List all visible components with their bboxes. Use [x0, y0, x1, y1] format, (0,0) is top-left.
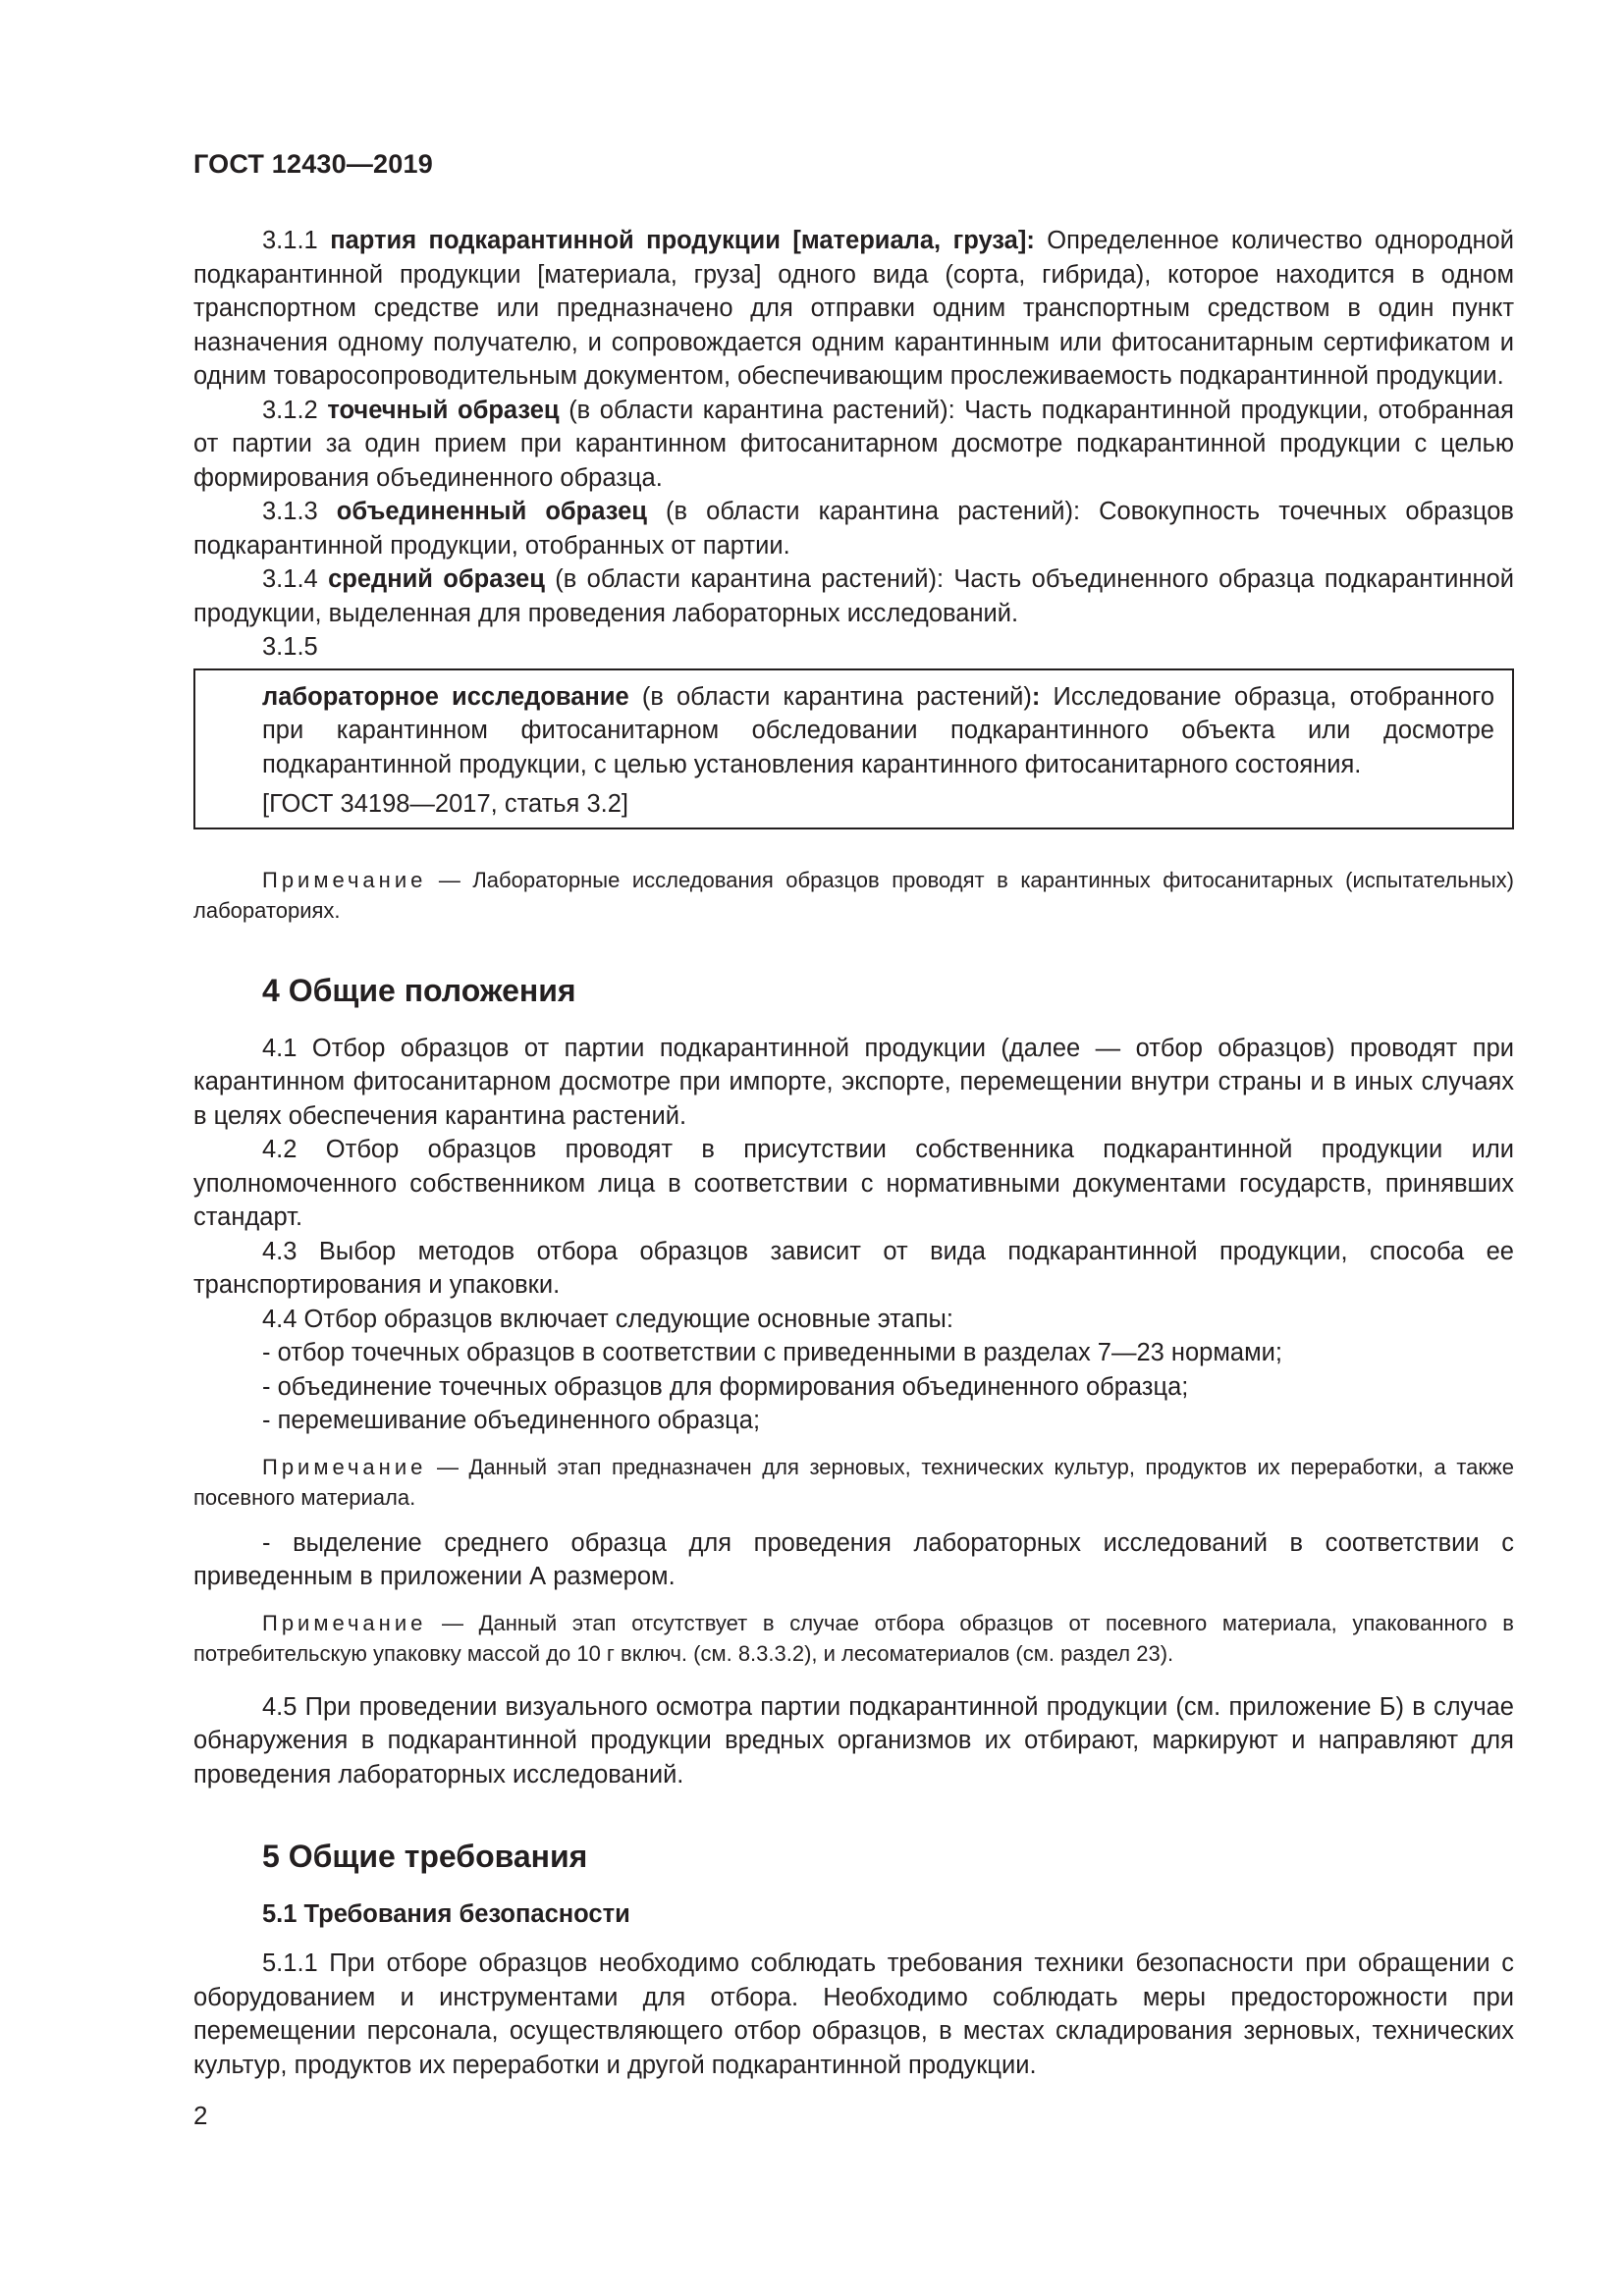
definition-text: (в области карантина растений): Часть подкарантинной продукции, отобранная от партии за один прием при карантинном фитосанитарном досмотре подкарантинной продукции с целью формирования объединенного образца. — [193, 396, 1514, 492]
definition-3-1-4 — [193, 562, 1514, 630]
note-label: Примечание — [262, 1610, 427, 1635]
definition-text: (в области карантина растений): Совокупность точечных образцов подкарантинной продукции, отобранных от партии. — [193, 498, 1514, 560]
clause-number-3-1-5: 3.1.5 — [262, 633, 318, 661]
domain-qualifier: (в области карантина растений) — [641, 682, 1032, 711]
list-item: - отбор точечных образцов в соответствии с приведенными в разделах 7—23 нормами; — [262, 1339, 1282, 1366]
definition-text: (в области карантина растений): Часть объединенного образца подкарантинной продукции, выделенная для проведения лабораторных исследований. — [193, 565, 1515, 627]
page-number: 2 — [193, 2101, 208, 2130]
clause-number: 3.1.4 — [262, 565, 318, 593]
section-4-title: 4 Общие положения — [262, 972, 576, 1008]
document-body — [193, 224, 1514, 2082]
clause-number: 3.1.3 — [262, 498, 318, 525]
definition-3-1-2 — [193, 394, 1514, 496]
document-header: ГОСТ 12430—2019 — [193, 149, 433, 179]
term: лабораторное исследование — [262, 682, 629, 711]
boxed-definition — [193, 668, 1514, 829]
subsection-5-1-title: 5.1 Требования безопасности — [262, 1900, 630, 1928]
list-item: - перемешивание объединенного образца; — [262, 1407, 761, 1434]
note-4-4-b — [193, 1608, 1514, 1669]
note-label: Примечание — [262, 1454, 427, 1479]
definition-text: Исследование образца, отобранного при карантинном фитосанитарном обследовании подкарантинного объекта или досмотре подкарантинной продукции, с целью установления карантинного фитосанитарного состояния. — [262, 682, 1495, 778]
note-text: — Данный этап отсутствует в случае отбора образцов от посевного материала, упакованного в потребительскую упаковку массой до 10 г включ. (см. 8.3.3.2), и лесоматериалов (см. раздел 23). — [193, 1610, 1514, 1666]
definition-text: Определенное количество однородной подкарантинной продукции [материала, груза] одного вида (сорта, гибрида), которое находится в одном транспортном средстве или предназначено для отправки одним транспортным средством в один пункт назначения одному получателю, и сопровождается одним карантинным или фитосанитарным сертификатом и одним товаросопроводительным документом, обеспечивающим прослеживаемость подкарантинной продукции. — [193, 227, 1514, 390]
note-4-4-a — [193, 1452, 1514, 1513]
section-5-title: 5 Общие требования — [262, 1839, 588, 1874]
term: точечный образец — [327, 396, 560, 424]
paragraph-4-1: 4.1 Отбор образцов от партии подкарантинной продукции (далее — отбор образцов) проводят при карантинном фитосанитарном досмотре при импорте, экспорте, перемещении внутри страны и в иных случаях в целях обеспечения карантина растений. — [193, 1034, 1514, 1130]
term: партия подкарантинной продукции [материала, груза]: — [330, 227, 1035, 254]
term: объединенный образец — [336, 498, 647, 525]
note-label: Примечание — [262, 867, 427, 892]
clause-number: 3.1.2 — [262, 396, 318, 424]
paragraph-4-3: 4.3 Выбор методов отбора образцов зависит от вида подкарантинной продукции, способа ее транспортирования и упаковки. — [193, 1237, 1514, 1299]
paragraph-4-4: 4.4 Отбор образцов включает следующие основные этапы: — [262, 1305, 953, 1333]
colon: : — [1031, 682, 1041, 711]
note-text: — Лабораторные исследования образцов проводят в карантинных фитосанитарных (испытательных) лабораториях. — [193, 867, 1514, 923]
term: средний образец — [328, 565, 545, 593]
paragraph-4-2: 4.2 Отбор образцов проводят в присутствии собственника подкарантинной продукции или уполномоченного собственником лица в соответствии с нормативными документами государств, принявших стандарт. — [193, 1136, 1514, 1231]
source-reference: [ГОСТ 34198—2017, статья 3.2] — [262, 790, 628, 818]
note-text: — Данный этап предназначен для зерновых, технических культур, продуктов их переработки, а также посевного материала. — [193, 1454, 1514, 1510]
note-3 — [193, 865, 1514, 926]
list-item: - объединение точечных образцов для формирования объединенного образца; — [262, 1372, 1189, 1401]
paragraph-5-1-1: 5.1.1 При отборе образцов необходимо соблюдать требования техники безопасности при обращении с оборудованием и инструментами для отбора. Необходимо соблюдать меры предосторожности при перемещении персонала, осуществляющего отбор образцов, в местах складирования зерновых, технических культур, продуктов их переработки и другой подкарантинной продукции. — [193, 1949, 1514, 2079]
definition-3-1-1 — [193, 224, 1514, 394]
paragraph-4-5: 4.5 При проведении визуального осмотра партии подкарантинной продукции (см. приложение Б) в случае обнаружения в подкарантинной продукции вредных организмов их отбирают, маркируют и направляют для проведения лабораторных исследований. — [193, 1692, 1514, 1789]
definition-3-1-3 — [193, 495, 1514, 562]
list-item: - выделение среднего образца для проведения лабораторных исследований в соответствии с приведенным в приложении А размером. — [193, 1528, 1514, 1590]
boxed-definition-text — [195, 680, 1512, 782]
clause-number: 3.1.1 — [262, 227, 318, 254]
